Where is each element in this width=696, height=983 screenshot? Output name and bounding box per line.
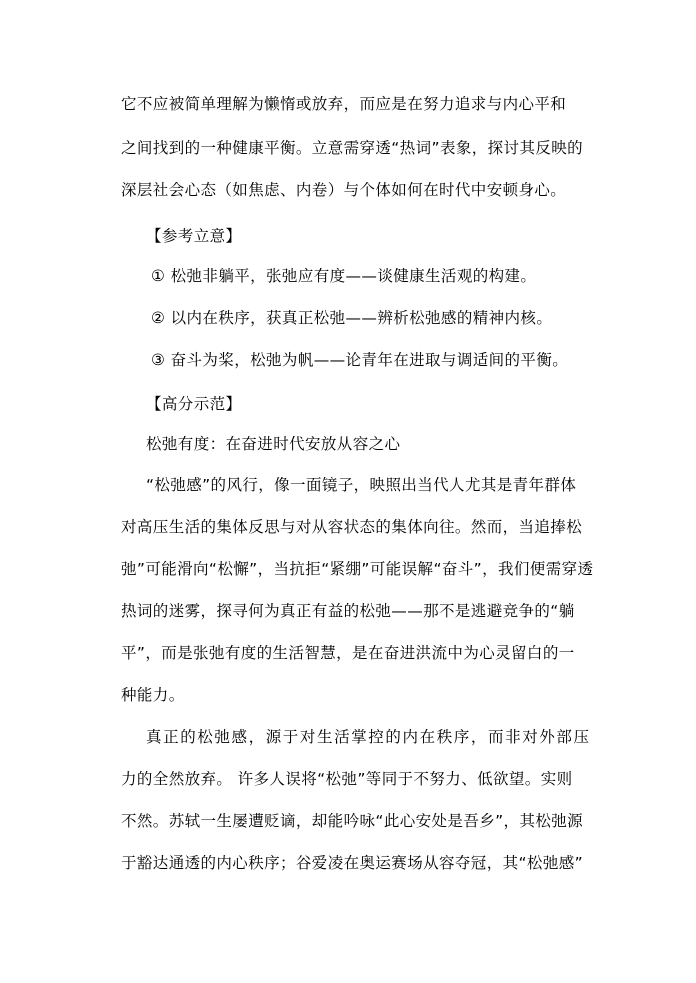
paragraph-line: 力的全然放弃。 许多人误将“松弛”等同于不努力、低欲望。实则 <box>121 770 573 788</box>
paragraph-line: 不然。苏轼一生屡遭贬谪，却能吟咏“此心安处是吾乡”，其松弛源 <box>121 812 584 830</box>
intro-line: 之间找到的一种健康平衡。立意需穿透“热词”表象，探讨其反映的 <box>121 139 584 157</box>
sample-heading: 【高分示范】 <box>146 395 242 413</box>
paragraph-line: 平”，而是张弛有度的生活智慧，是在奋进洪流中为心灵留白的一 <box>121 644 575 662</box>
paragraph-line: “松弛感”的风行，像一面镜子，映照出当代人尤其是青年群体 <box>146 476 577 494</box>
paragraph-line: 种能力。 <box>121 686 185 704</box>
reference-heading: 【参考立意】 <box>146 227 242 245</box>
paragraph-line: 于豁达通透的内心秩序；谷爱凌在奥运赛场从容夺冠，其“松弛感” <box>121 854 584 872</box>
reference-item: ① 松弛非躺平，张弛应有度——谈健康生活观的构建。 <box>151 267 537 285</box>
paragraph-line: 真正的松弛感，源于对生活掌控的内在秩序，而非对外部压 <box>146 728 591 746</box>
reference-item: ③ 奋斗为桨，松弛为帆——论青年在进取与调适间的平衡。 <box>151 351 569 369</box>
paragraph-line: 对高压生活的集体反思与对从容状态的集体向往。然而，当追捧松 <box>121 518 583 536</box>
reference-item: ② 以内在秩序，获真正松弛——辨析松弛感的精神内核。 <box>151 309 553 327</box>
paragraph-line: 热词的迷雾，探寻何为真正有益的松弛——那不是逃避竞争的“躺 <box>121 602 575 620</box>
paragraph-line: 弛”可能滑向“松懈”，当抗拒“紧绷”可能误解“奋斗”，我们便需穿透 <box>121 560 594 578</box>
intro-line: 深层社会心态（如焦虑、内卷）与个体如何在时代中安顿身心。 <box>121 181 567 199</box>
essay-title: 松弛有度：在奋进时代安放从容之心 <box>146 435 401 453</box>
intro-line: 它不应被简单理解为懒惰或放弃，而应是在努力追求与内心平和 <box>121 95 567 113</box>
